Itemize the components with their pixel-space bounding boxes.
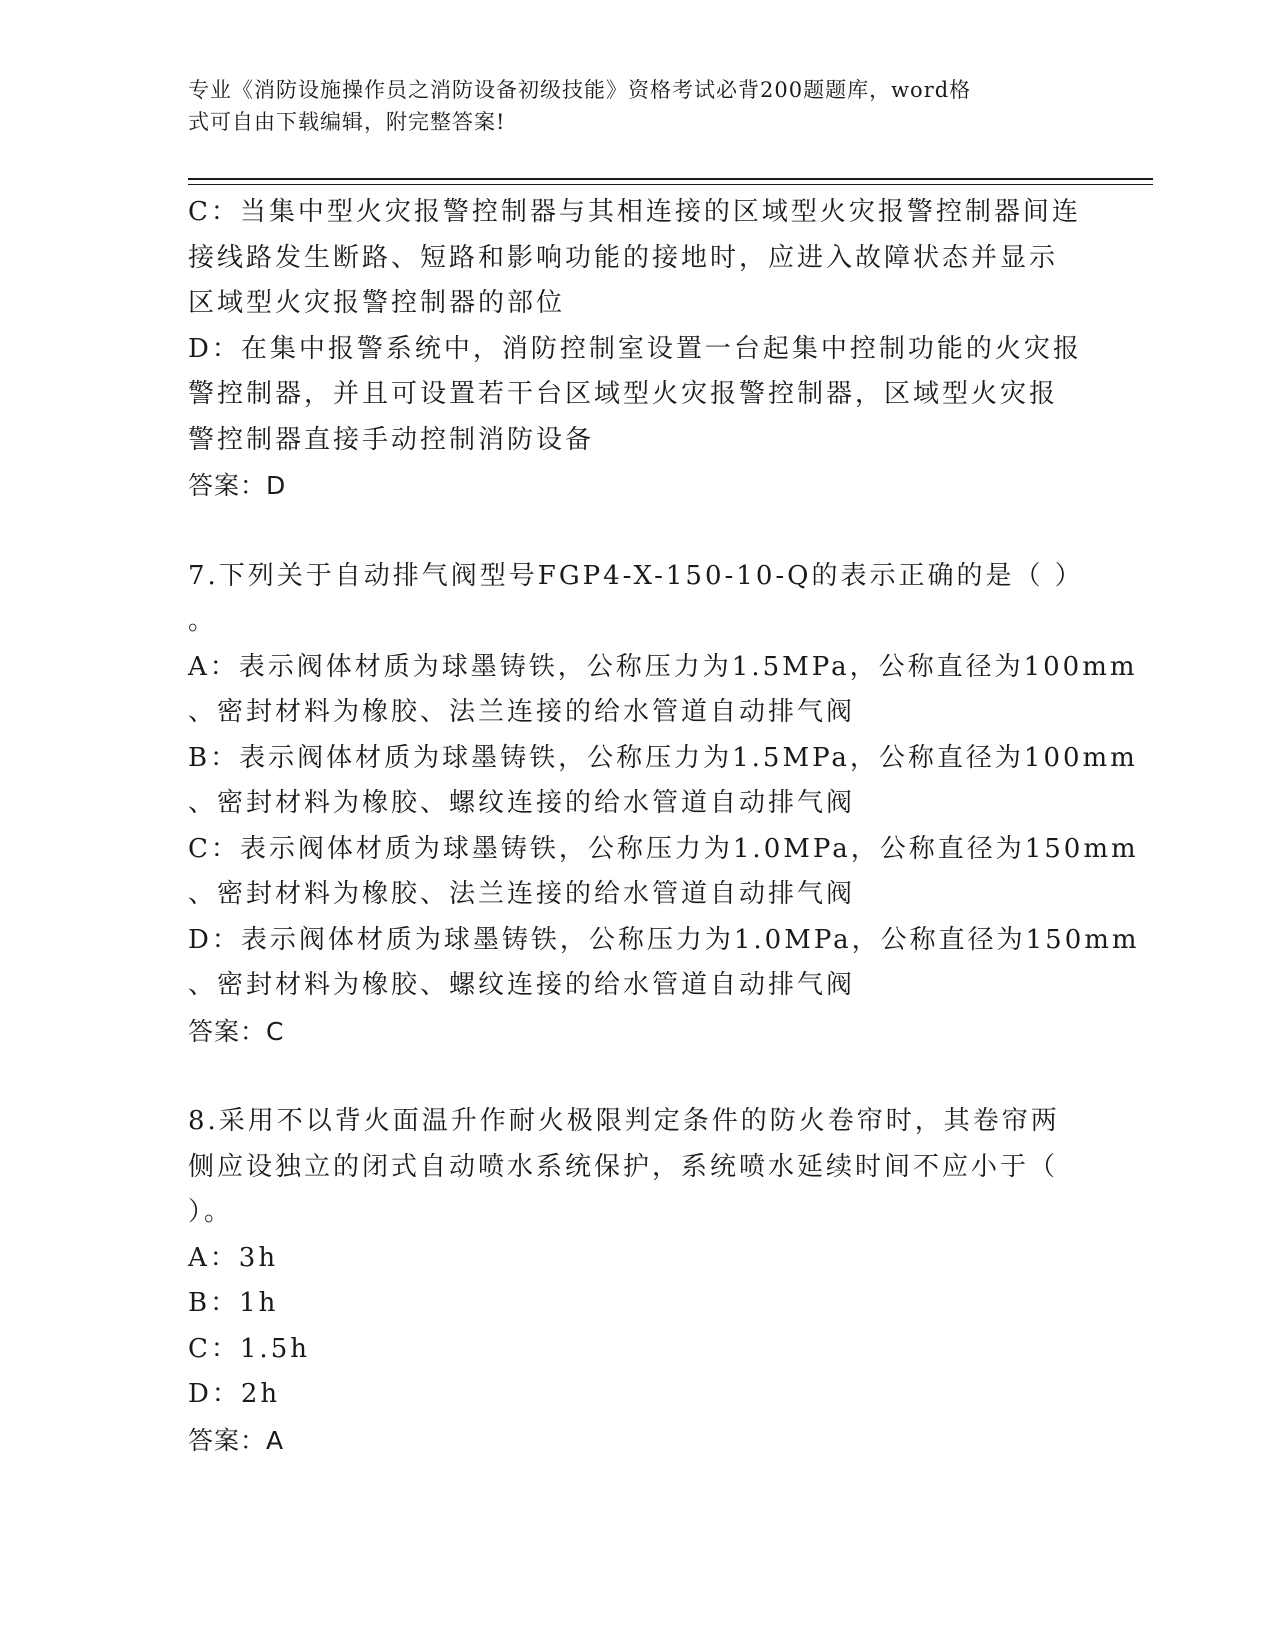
header-line-2: 式可自由下载编辑，附完整答案! — [188, 110, 506, 134]
header-rule-thin — [188, 184, 1153, 185]
q6-answer: 答案：D — [188, 471, 287, 500]
q7-option-d-line-1: D：表示阀体材质为球墨铸铁，公称压力为1.0MPa，公称直径为150mm — [188, 924, 1140, 955]
q8-option-b: B：1h — [188, 1288, 279, 1318]
document-body — [188, 190, 1140, 1463]
header-line-1: 专业《消防设施操作员之消防设备初级技能》资格考试必背200题题库，word格 — [188, 78, 972, 102]
q8-option-d: D：2h — [188, 1379, 281, 1409]
question-8 — [188, 1099, 1078, 1463]
q7-option-b-line-2: 、密封材料为橡胶、螺纹连接的给水管道自动排气阀 — [188, 788, 856, 818]
q7-option-b-line-1: B：表示阀体材质为球墨铸铁，公称压力为1.5MPa，公称直径为100mm — [188, 742, 1138, 773]
header-rule-thick — [188, 178, 1153, 180]
q7-stem-line-1: 7.下列关于自动排气阀型号FGP4-X-150-10-Q的表示正确的是（ ） — [188, 560, 1084, 591]
q7-option-c-line-2: 、密封材料为橡胶、法兰连接的给水管道自动排气阀 — [188, 879, 856, 909]
q7-answer: 答案：C — [188, 1016, 285, 1046]
q8-option-c: C：1.5h — [188, 1333, 310, 1364]
q7-option-a-line-1: A：表示阀体材质为球墨铸铁，公称压力为1.5MPa，公称直径为100mm — [188, 651, 1138, 682]
q8-stem-line-2: 侧应设独立的闭式自动喷水系统保护，系统喷水延续时间不应小于（ — [188, 1151, 1059, 1182]
q8-stem-line-3: ）。 — [188, 1197, 234, 1227]
q7-option-c-line-1: C：表示阀体材质为球墨铸铁，公称压力为1.0MPa，公称直径为150mm — [188, 833, 1139, 864]
q6-option-d-line-1: D：在集中报警系统中，消防控制室设置一台起集中控制功能的火灾报 — [188, 333, 1082, 364]
q6-option-c-line-2: 接线路发生断路、短路和影响功能的接地时，应进入故障状态并显示 — [188, 242, 1059, 273]
q7-stem-line-2: 。 — [188, 606, 218, 636]
q7-option-a-line-2: 、密封材料为橡胶、法兰连接的给水管道自动排气阀 — [188, 697, 856, 727]
q6-option-c-line-1: C：当集中型火灾报警控制器与其相连接的区域型火灾报警控制器间连 — [188, 197, 1081, 227]
q6-option-c-line-3: 区域型火灾报警控制器的部位 — [188, 288, 566, 318]
q6-option-d-line-2: 警控制器，并且可设置若干台区域型火灾报警控制器，区域型火灾报 — [188, 379, 1059, 409]
q8-stem-line-1: 8.采用不以背火面温升作耐火极限判定条件的防火卷帘时，其卷帘两 — [188, 1106, 1060, 1136]
q8-answer: 答案：A — [188, 1425, 285, 1455]
q7-option-d-line-2: 、密封材料为橡胶、螺纹连接的给水管道自动排气阀 — [188, 970, 856, 1000]
question-6-continued — [188, 190, 1082, 509]
q6-option-d-line-3: 警控制器直接手动控制消防设备 — [188, 424, 595, 455]
document-header — [188, 74, 1068, 138]
question-7 — [188, 554, 1140, 1055]
q8-option-a: A：3h — [188, 1242, 279, 1273]
